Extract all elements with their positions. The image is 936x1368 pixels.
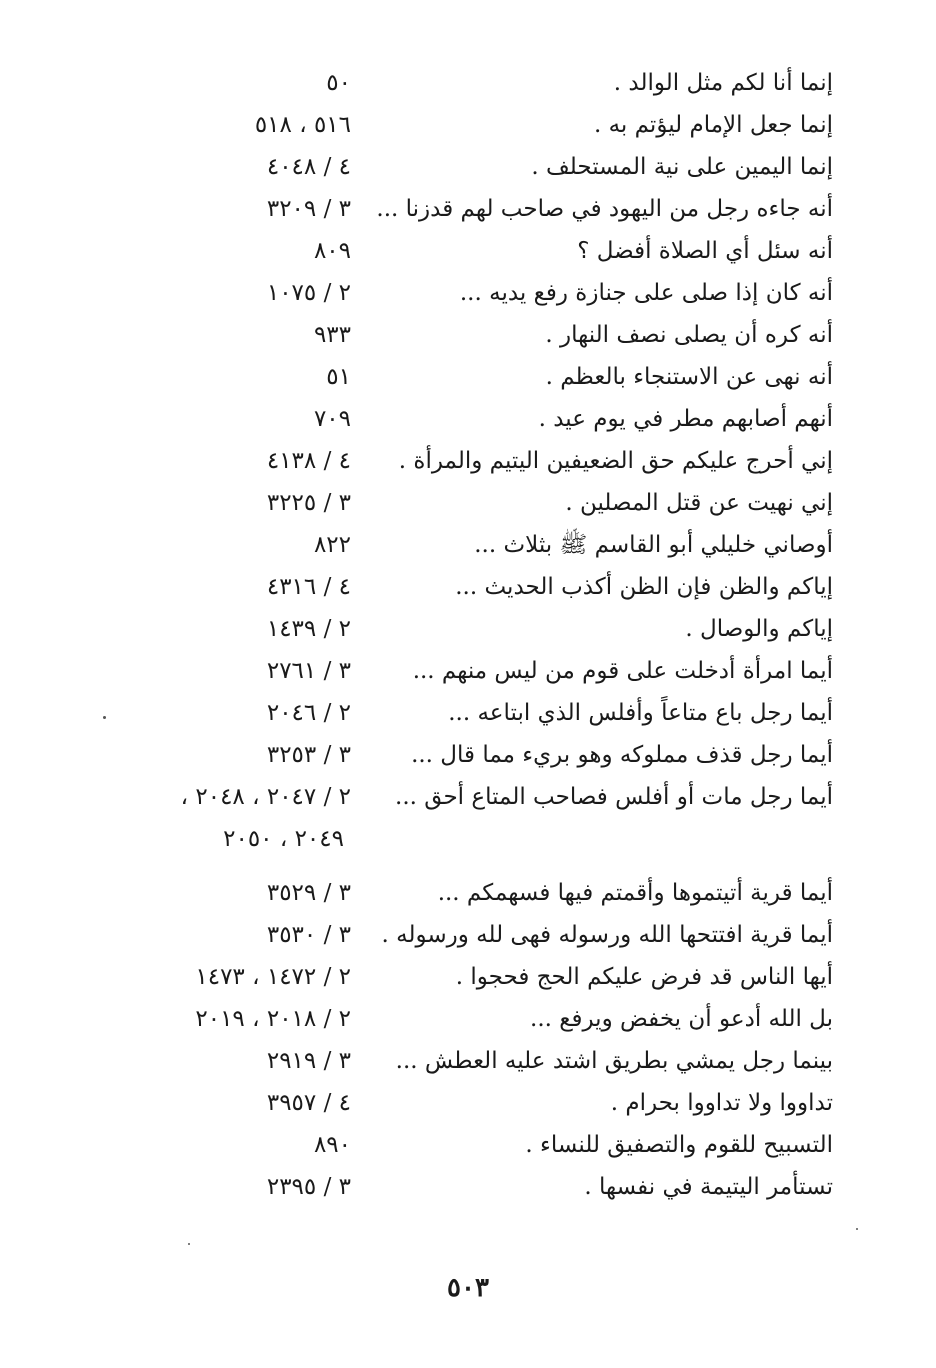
hadith-text: أيما رجل مات أو أفلس فصاحب المتاع أحق ... <box>395 784 833 810</box>
index-row <box>0 566 936 608</box>
hadith-text: بينما رجل يمشي بطريق اشتد عليه العطش ... <box>395 1048 833 1074</box>
hadith-text: إني نهيت عن قتل المصلين . <box>565 490 833 516</box>
hadith-text: إني أحرج عليكم حق الضعيفين اليتيم والمرأة . <box>398 448 833 474</box>
hadith-reference: ٣ / ٢٧٦١ <box>266 658 351 684</box>
hadith-reference: ٤ / ٤٣١٦ <box>266 574 351 600</box>
hadith-reference: ٢ / ٢٠٤٦ <box>266 700 351 726</box>
hadith-reference: ٢ / ٢٠٤٧ ، ٢٠٤٨ ، <box>180 784 351 810</box>
index-row <box>0 692 936 734</box>
hadith-text: أنهم أصابهم مطر في يوم عيد . <box>538 406 833 432</box>
hadith-reference: ٥٠ <box>326 70 351 96</box>
hadith-text: إياكم والظن فإن الظن أكذب الحديث ... <box>455 574 833 600</box>
hadith-text: إنما اليمين على نية المستحلف . <box>531 154 833 180</box>
hadith-reference: ٩٣٣ <box>313 322 351 348</box>
index-row <box>0 356 936 398</box>
hadith-text: إنما أنا لكم مثل الوالد . <box>613 70 833 96</box>
index-row <box>0 230 936 272</box>
hadith-text: أوصاني خليلي أبو القاسم ﷺ بثلاث ... <box>474 532 833 558</box>
index-row <box>0 1166 936 1208</box>
index-row <box>0 1040 936 1082</box>
hadith-text: أنه كره أن يصلى نصف النهار . <box>545 322 833 348</box>
index-row <box>0 914 936 956</box>
hadith-text: التسبيح للقوم والتصفيق للنساء . <box>525 1132 833 1158</box>
hadith-text: إياكم والوصال . <box>685 616 833 642</box>
hadith-reference: ٣ / ٢٣٩٥ <box>266 1174 351 1200</box>
hadith-text: تداووا ولا تداووا بحرام . <box>610 1090 833 1116</box>
scan-speck <box>103 716 106 719</box>
hadith-reference: ٢ / ٢٠١٨ ، ٢٠١٩ <box>195 1006 351 1032</box>
scan-speck <box>856 1228 858 1230</box>
hadith-text: أيما امرأة أدخلت على قوم من ليس منهم ... <box>412 658 833 684</box>
index-row <box>0 104 936 146</box>
index-row <box>0 1124 936 1166</box>
index-row <box>0 272 936 314</box>
hadith-reference: ٣ / ٣٥٣٠ <box>266 922 351 948</box>
hadith-reference: ٣ / ٣٥٢٩ <box>266 880 351 906</box>
hadith-reference-continuation: ٢٠٤٩ ، ٢٠٥٠ <box>223 826 344 852</box>
hadith-text: أنه كان إذا صلى على جنازة رفع يديه ... <box>459 280 833 306</box>
index-row <box>0 146 936 188</box>
hadith-text: أيما رجل قذف مملوكه وهو بريء مما قال ... <box>411 742 833 768</box>
hadith-reference: ٤ / ٤١٣٨ <box>266 448 351 474</box>
hadith-reference: ٢ / ١٤٣٩ <box>266 616 351 642</box>
scan-speck <box>188 1243 190 1245</box>
hadith-reference: ٣ / ٣٢٢٥ <box>266 490 351 516</box>
hadith-reference: ٣ / ٣٢٠٩ <box>266 196 351 222</box>
hadith-reference: ٢ / ١٤٧٢ ، ١٤٧٣ <box>195 964 351 990</box>
hadith-reference: ٨٢٢ <box>313 532 351 558</box>
hadith-text: أيما قرية افتتحها الله ورسوله فهى لله ورسوله . <box>381 922 833 948</box>
index-row <box>0 776 936 818</box>
hadith-text: أنه نهى عن الاستنجاء بالعظم . <box>545 364 833 390</box>
index-row-continuation <box>0 818 936 860</box>
hadith-text: أيها الناس قد فرض عليكم الحج فحجوا . <box>455 964 833 990</box>
hadith-text: إنما جعل الإمام ليؤتم به . <box>593 112 833 138</box>
page-number: ٥٠٣ <box>447 1273 489 1303</box>
index-row <box>0 608 936 650</box>
index-row <box>0 482 936 524</box>
hadith-reference: ٧٠٩ <box>313 406 351 432</box>
index-row <box>0 872 936 914</box>
index-row <box>0 734 936 776</box>
hadith-index-list <box>0 62 936 1208</box>
hadith-reference: ٣ / ٢٩١٩ <box>266 1048 351 1074</box>
index-row <box>0 524 936 566</box>
hadith-reference: ٣ / ٣٢٥٣ <box>266 742 351 768</box>
index-row <box>0 956 936 998</box>
index-row <box>0 62 936 104</box>
index-row <box>0 398 936 440</box>
index-row <box>0 650 936 692</box>
hadith-reference: ٥١٦ ، ٥١٨ <box>254 112 351 138</box>
hadith-text: أيما رجل باع متاعاً وأفلس الذي ابتاعه ... <box>448 700 833 726</box>
index-row <box>0 314 936 356</box>
index-row <box>0 1082 936 1124</box>
row-spacer <box>0 860 936 872</box>
hadith-reference: ٢ / ١٠٧٥ <box>266 280 351 306</box>
hadith-text: أيما قرية أتيتموها وأقمتم فيها فسهمكم ... <box>437 880 833 906</box>
index-row <box>0 998 936 1040</box>
hadith-reference: ٨٠٩ <box>313 238 351 264</box>
hadith-reference: ٨٩٠ <box>313 1132 351 1158</box>
hadith-text: أنه سئل أي الصلاة أفضل ؟ <box>577 238 833 264</box>
hadith-reference: ٤ / ٣٩٥٧ <box>266 1090 351 1116</box>
hadith-reference: ٤ / ٤٠٤٨ <box>266 154 351 180</box>
index-row <box>0 188 936 230</box>
hadith-text: أنه جاءه رجل من اليهود في صاحب لهم قدزنا ... <box>376 196 833 222</box>
index-row <box>0 440 936 482</box>
hadith-text: تستأمر اليتيمة في نفسها . <box>584 1174 833 1200</box>
hadith-reference: ٥١ <box>326 364 351 390</box>
hadith-text: بل الله أدعو أن يخفض ويرفع ... <box>530 1006 833 1032</box>
